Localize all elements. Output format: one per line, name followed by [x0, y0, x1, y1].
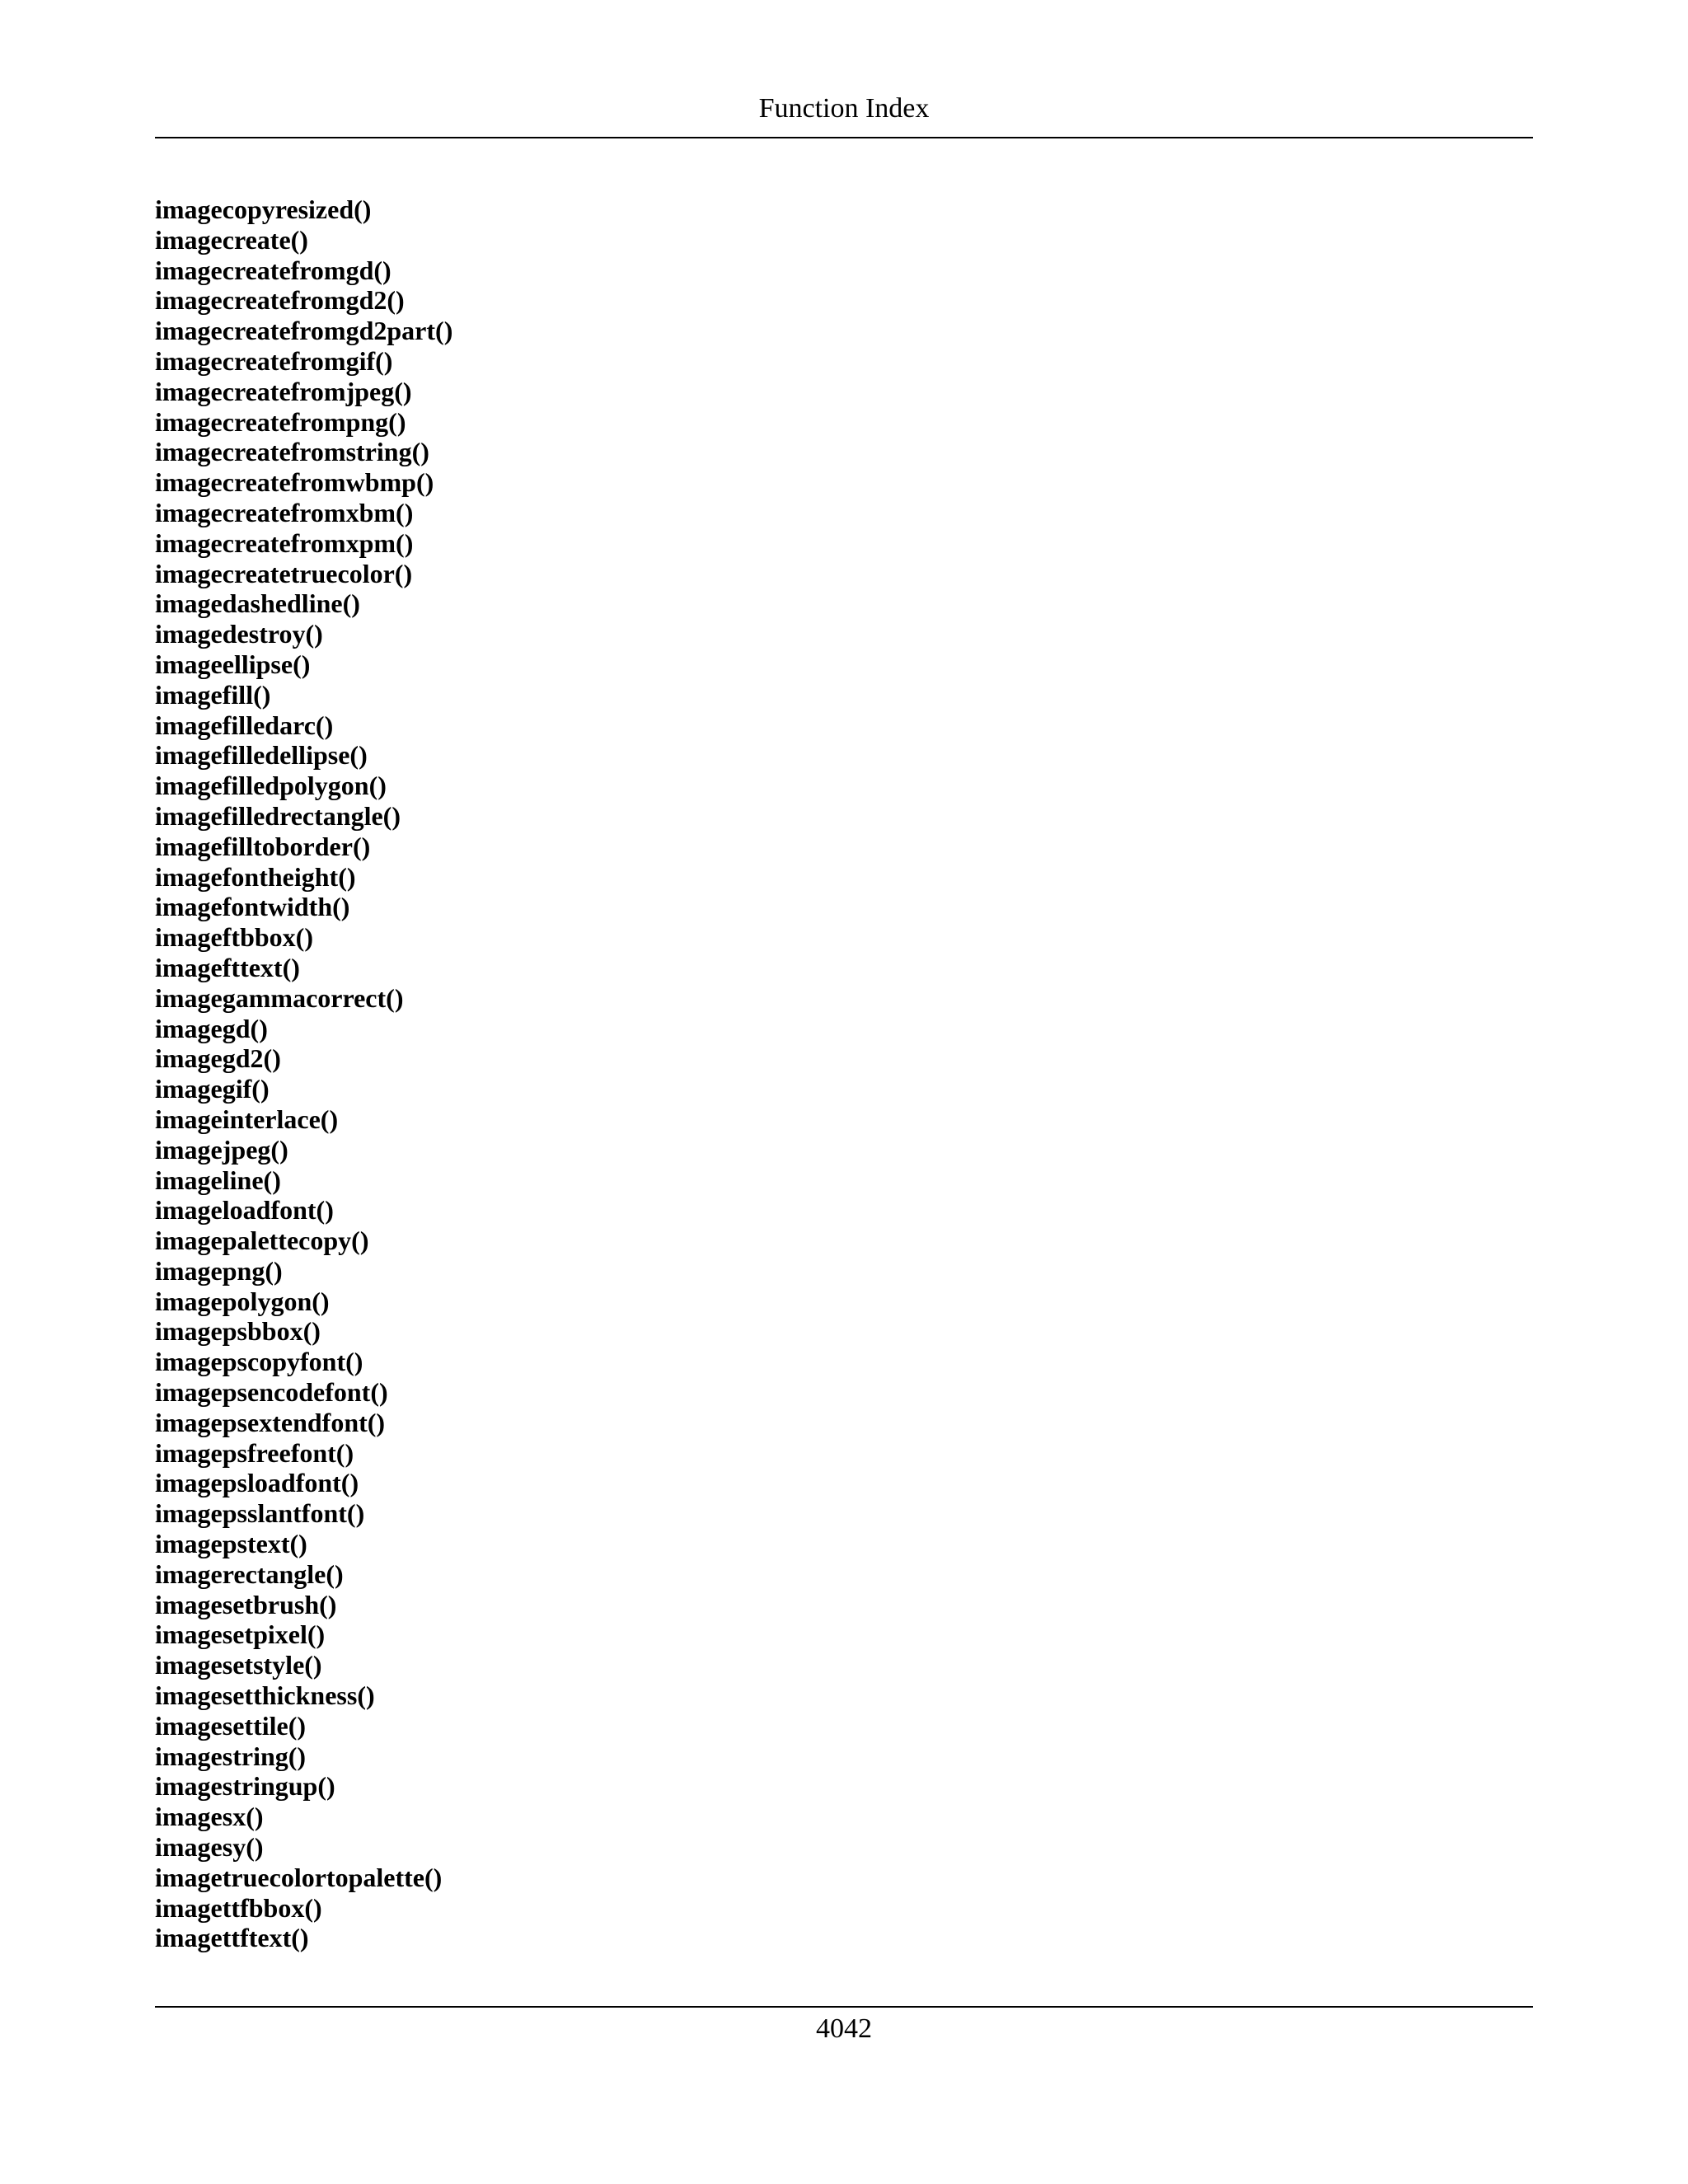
function-index-entry: imagepsloadfont() — [155, 1468, 359, 1498]
function-index-entry: imagefttext() — [155, 952, 300, 982]
function-index-entry: imagepsfreefont() — [155, 1437, 354, 1468]
function-index-entry: imagegd() — [155, 1013, 268, 1043]
function-index-entry: imagegammacorrect() — [155, 982, 404, 1013]
function-index-entry: imagepsencodefont() — [155, 1377, 388, 1408]
function-index-entry: imagecreatefromstring() — [155, 437, 429, 467]
function-index-entry: imageellipse() — [155, 649, 311, 679]
function-index-entry: imagesettile() — [155, 1710, 307, 1741]
function-index-entry: imagepsextendfont() — [155, 1407, 386, 1437]
function-index-entry: imagedashedline() — [155, 588, 360, 619]
function-index-entry: imageloadfont() — [155, 1195, 334, 1226]
function-index-entry: imagefilledellipse() — [155, 740, 368, 771]
function-index-entry: imagestringup() — [155, 1771, 335, 1802]
page-number: 4042 — [816, 2013, 872, 2044]
function-index-entry: imagecreatetruecolor() — [155, 558, 413, 588]
function-index-entry: imagefill() — [155, 679, 271, 710]
function-index-entry: imagepng() — [155, 1255, 283, 1286]
function-index-entry: imagettfbbox() — [155, 1892, 322, 1923]
function-index-entry: imagecreatefromgif() — [155, 345, 393, 376]
function-index-entry: imagegif() — [155, 1074, 270, 1104]
function-index-entry: imagesetthickness() — [155, 1680, 375, 1711]
function-index-entry: imagecopyresized() — [155, 194, 372, 224]
function-index-entry: imagefilledpolygon() — [155, 771, 387, 801]
function-index-list — [155, 194, 452, 1953]
function-index-entry: imagefontwidth() — [155, 892, 350, 922]
function-index-entry: imagerectangle() — [155, 1558, 344, 1589]
function-index-entry: imagepstext() — [155, 1529, 307, 1559]
function-index-entry: imagefontheight() — [155, 861, 356, 892]
function-index-entry: imageftbbox() — [155, 922, 313, 953]
function-index-entry: imagetruecolortopalette() — [155, 1862, 443, 1892]
function-index-entry: imagesx() — [155, 1802, 264, 1832]
function-index-entry: imagestring() — [155, 1741, 307, 1771]
function-index-entry: imagegd2() — [155, 1043, 281, 1074]
function-index-entry: imagesetstyle() — [155, 1650, 322, 1680]
function-index-entry: imagecreatefromgd2part() — [155, 316, 453, 346]
footer-rule — [155, 2006, 1533, 2008]
function-index-entry: imagepalettecopy() — [155, 1226, 369, 1256]
function-index-entry: imagettftext() — [155, 1923, 309, 1953]
function-index-entry: imagefilledrectangle() — [155, 800, 401, 831]
function-index-entry: imagecreatefromwbmp() — [155, 467, 434, 498]
function-index-entry: imagepscopyfont() — [155, 1347, 363, 1377]
function-index-entry: imagecreatefromxpm() — [155, 527, 414, 558]
function-index-entry: imageline() — [155, 1165, 281, 1195]
function-index-entry: imagefilltoborder() — [155, 831, 371, 861]
function-index-entry: imagesetpixel() — [155, 1619, 326, 1650]
function-index-entry: imagecreatefromgd() — [155, 255, 392, 285]
function-index-entry: imagecreatefromjpeg() — [155, 376, 412, 406]
function-index-entry: imagedestroy() — [155, 619, 323, 649]
function-index-entry: imagesy() — [155, 1832, 264, 1863]
function-index-entry: imagefilledarc() — [155, 710, 334, 740]
function-index-entry: imagecreatefrompng() — [155, 406, 406, 437]
function-index-entry: imagesetbrush() — [155, 1589, 337, 1619]
function-index-entry: imagecreatefromgd2() — [155, 285, 405, 316]
function-index-entry: imagepsslantfont() — [155, 1498, 365, 1529]
function-index-entry: imagejpeg() — [155, 1134, 288, 1165]
function-index-entry: imagecreatefromxbm() — [155, 497, 414, 527]
function-index-entry: imagepolygon() — [155, 1286, 330, 1316]
function-index-entry: imagepsbbox() — [155, 1316, 321, 1347]
header-rule — [155, 137, 1533, 138]
function-index-entry: imageinterlace() — [155, 1104, 339, 1134]
function-index-entry: imagecreate() — [155, 224, 308, 255]
page-header-title: Function Index — [758, 93, 930, 124]
